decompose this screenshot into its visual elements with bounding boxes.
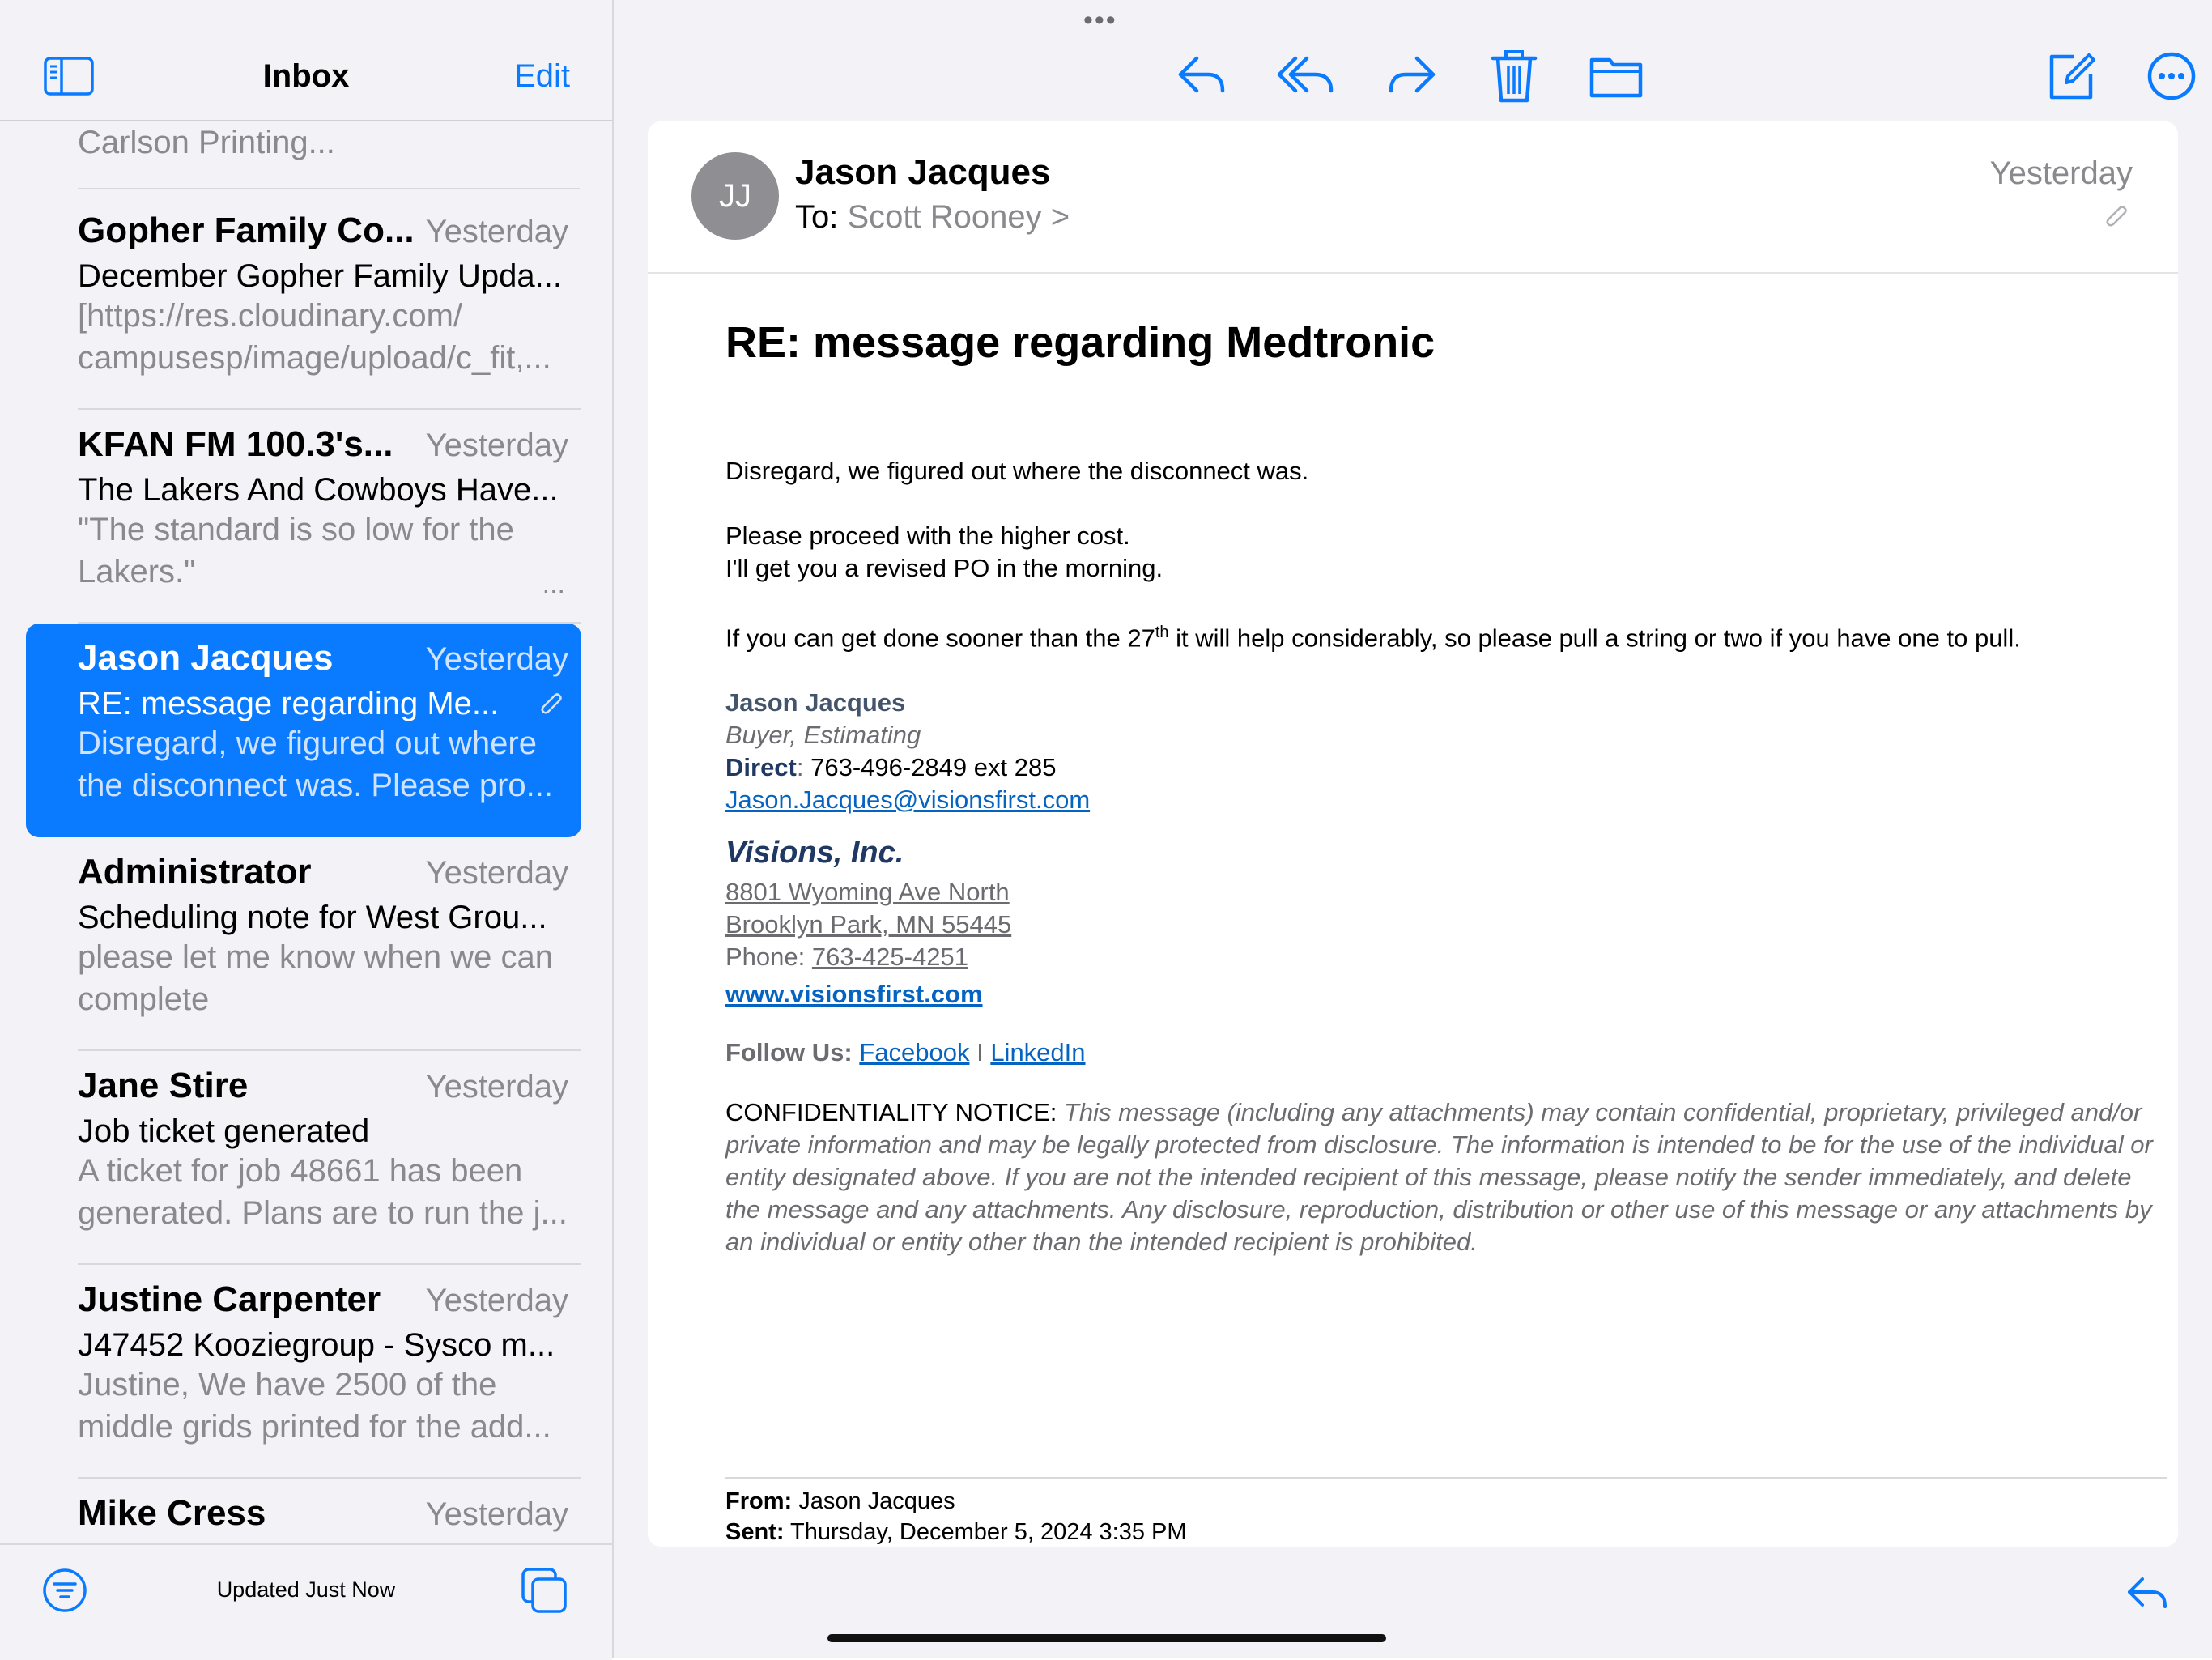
message-date: Yesterday: [425, 1283, 568, 1318]
inbox-title: Inbox: [262, 58, 350, 94]
message-preview: Justine, We have 2500 of the middle grids printed for the add...: [78, 1367, 551, 1445]
address-line-1[interactable]: 8801 Wyoming Ave North: [725, 878, 1010, 906]
signature-email-link[interactable]: Jason.Jacques@visionsfirst.com: [725, 785, 1091, 814]
message-date: Yesterday: [1989, 155, 2133, 191]
chevron-right-icon: >: [1050, 199, 1070, 235]
p3-superscript: th: [1155, 624, 1169, 641]
more-options-icon[interactable]: [2142, 47, 2201, 105]
signature-direct: [725, 753, 1056, 782]
message-date: Yesterday: [425, 1069, 568, 1105]
message-preview: "The standard is so low for the Lakers.": [78, 512, 514, 590]
recipient-line[interactable]: [795, 199, 1070, 236]
list-item-selected[interactable]: [26, 624, 581, 837]
confidentiality-text: This message (including any attachments) may contain confidential, proprietary, privileged and/or private information and may be legally protected from disclosure. The information is intended to be for the use of the individual or entity designated above. If you are not the intended recipient of this message, please notify the sender immediately, and delete the message and any attachments. Any disclosure, reproduction, distribution or other use of this message or any attachments by an individual or entity other than the intended recipient is prohibited.: [725, 1098, 2153, 1256]
message-list[interactable]: [0, 121, 612, 1543]
update-status: Updated Just Now: [216, 1577, 396, 1602]
partial-line2: Carlson Printing...: [78, 125, 335, 160]
quoted-from-value: Jason Jacques: [792, 1488, 955, 1514]
confidentiality-notice: [725, 1096, 2168, 1258]
quoted-sent: [725, 1519, 1187, 1546]
message-date: Yesterday: [425, 855, 568, 891]
list-item[interactable]: [26, 196, 581, 410]
follow-label: Follow Us:: [725, 1038, 860, 1066]
message-sender: Jason Jacques: [78, 638, 334, 678]
message-subject: J47452 Kooziegroup - Sysco m...: [78, 1327, 555, 1363]
email-subject: RE: message regarding Medtronic: [725, 318, 1436, 367]
body-paragraph-1: Disregard, we figured out where the disconnect was.: [725, 457, 1309, 485]
body-paragraph-3: [725, 624, 2021, 653]
message-preview: please let me know when we can complete: [78, 939, 553, 1017]
company-name: Visions, Inc.: [725, 836, 904, 870]
message-detail-pane: [614, 0, 2212, 1658]
mailbox-sidebar: [0, 0, 614, 1658]
message-date: Yesterday: [425, 1496, 568, 1532]
reply-icon[interactable]: [2123, 1569, 2172, 1618]
message-date: Yesterday: [425, 214, 568, 249]
phone-label: Phone:: [725, 943, 812, 971]
message-date: Yesterday: [425, 428, 568, 463]
multitasking-dots-icon[interactable]: •••: [1083, 5, 1117, 36]
message-sender: Justine Carpenter: [78, 1279, 381, 1319]
message-sender: Mike Cress: [78, 1493, 266, 1533]
direct-label: Direct: [725, 753, 797, 781]
p3-part1: If you can get done sooner than the 27: [725, 624, 1155, 653]
follow-separator: I: [969, 1038, 991, 1066]
edit-button[interactable]: Edit: [514, 58, 570, 94]
sender-name[interactable]: Jason Jacques: [795, 152, 1051, 192]
direct-phone: 763-496-2849 ext 285: [803, 753, 1057, 781]
compose-icon[interactable]: [2042, 47, 2100, 105]
website-link[interactable]: www.visionsfirst.com: [725, 980, 983, 1008]
message-sender: KFAN FM 100.3's...: [78, 424, 393, 464]
preview-more-indicator: ...: [542, 568, 565, 599]
list-item[interactable]: [26, 410, 581, 624]
message-sender: Administrator: [78, 852, 312, 892]
quoted-from: [725, 1488, 955, 1515]
message-subject: December Gopher Family Upda...: [78, 258, 563, 294]
list-item[interactable]: [26, 1479, 581, 1543]
forward-icon[interactable]: [1383, 47, 1441, 105]
message-subject: Scheduling note for West Grou...: [78, 900, 547, 935]
confidentiality-label: CONFIDENTIALITY NOTICE:: [725, 1098, 1057, 1126]
quote-divider: [725, 1477, 2167, 1479]
direct-colon: :: [796, 753, 804, 781]
message-header: [648, 121, 2178, 274]
company-phone: [725, 943, 968, 972]
quoted-sent-value: Thursday, December 5, 2024 3:35 PM: [784, 1519, 1187, 1545]
to-label: To:: [795, 199, 839, 235]
message-card: [648, 121, 2178, 1547]
message-sender: Jane Stire: [78, 1066, 249, 1105]
signature-title: Buyer, Estimating: [725, 721, 921, 749]
quoted-from-label: From:: [725, 1488, 793, 1514]
body-paragraph-2a: Please proceed with the higher cost.: [725, 521, 1130, 550]
folder-icon[interactable]: [1587, 47, 1645, 105]
message-preview: [https://res.cloudinary.com/ campusesp/image/upload/c_fit,...: [78, 298, 551, 376]
recipient-name[interactable]: Scott Rooney: [847, 199, 1042, 235]
sidebar-header: [0, 40, 612, 121]
message-subject: The Lakers And Cowboys Have...: [78, 472, 559, 508]
linkedin-link[interactable]: LinkedIn: [990, 1038, 1086, 1066]
detail-bottom-bar: [614, 1547, 2212, 1658]
list-item[interactable]: [26, 837, 581, 1051]
list-item[interactable]: [26, 1265, 581, 1479]
sender-avatar[interactable]: JJ: [691, 152, 779, 240]
message-subject: Job ticket generated: [78, 1113, 370, 1149]
facebook-link[interactable]: Facebook: [859, 1038, 970, 1066]
reply-icon[interactable]: [1172, 47, 1231, 105]
list-item-partial[interactable]: [78, 121, 580, 189]
message-preview: Disregard, we figured out where the disconnect was. Please pro...: [78, 726, 553, 803]
quoted-sent-label: Sent:: [725, 1519, 785, 1545]
message-subject: RE: message regarding Me...: [78, 686, 500, 721]
mailboxes-stack-icon[interactable]: [520, 1566, 568, 1615]
attachment-icon: [2104, 202, 2129, 232]
message-preview: A ticket for job 48661 has been generated. Plans are to run the j...: [78, 1153, 568, 1231]
body-paragraph-2b: I'll get you a revised PO in the morning.: [725, 554, 1163, 582]
list-item[interactable]: [26, 1051, 581, 1265]
signature-name: Jason Jacques: [725, 688, 906, 717]
home-indicator[interactable]: [827, 1634, 1386, 1642]
message-date: Yesterday: [425, 641, 568, 677]
address-line-2[interactable]: Brooklyn Park, MN 55445: [725, 910, 1012, 939]
message-sender: Gopher Family Co...: [78, 211, 415, 250]
reply-all-icon[interactable]: [1276, 47, 1334, 105]
p3-part2: it will help considerably, so please pull a string or two if you have one to pull.: [1168, 624, 2021, 653]
follow-us-line: [725, 1038, 1086, 1067]
phone-link[interactable]: 763-425-4251: [811, 943, 968, 971]
attachment-icon: [539, 692, 564, 719]
trash-icon[interactable]: [1485, 47, 1543, 105]
sidebar-footer: [0, 1543, 612, 1660]
